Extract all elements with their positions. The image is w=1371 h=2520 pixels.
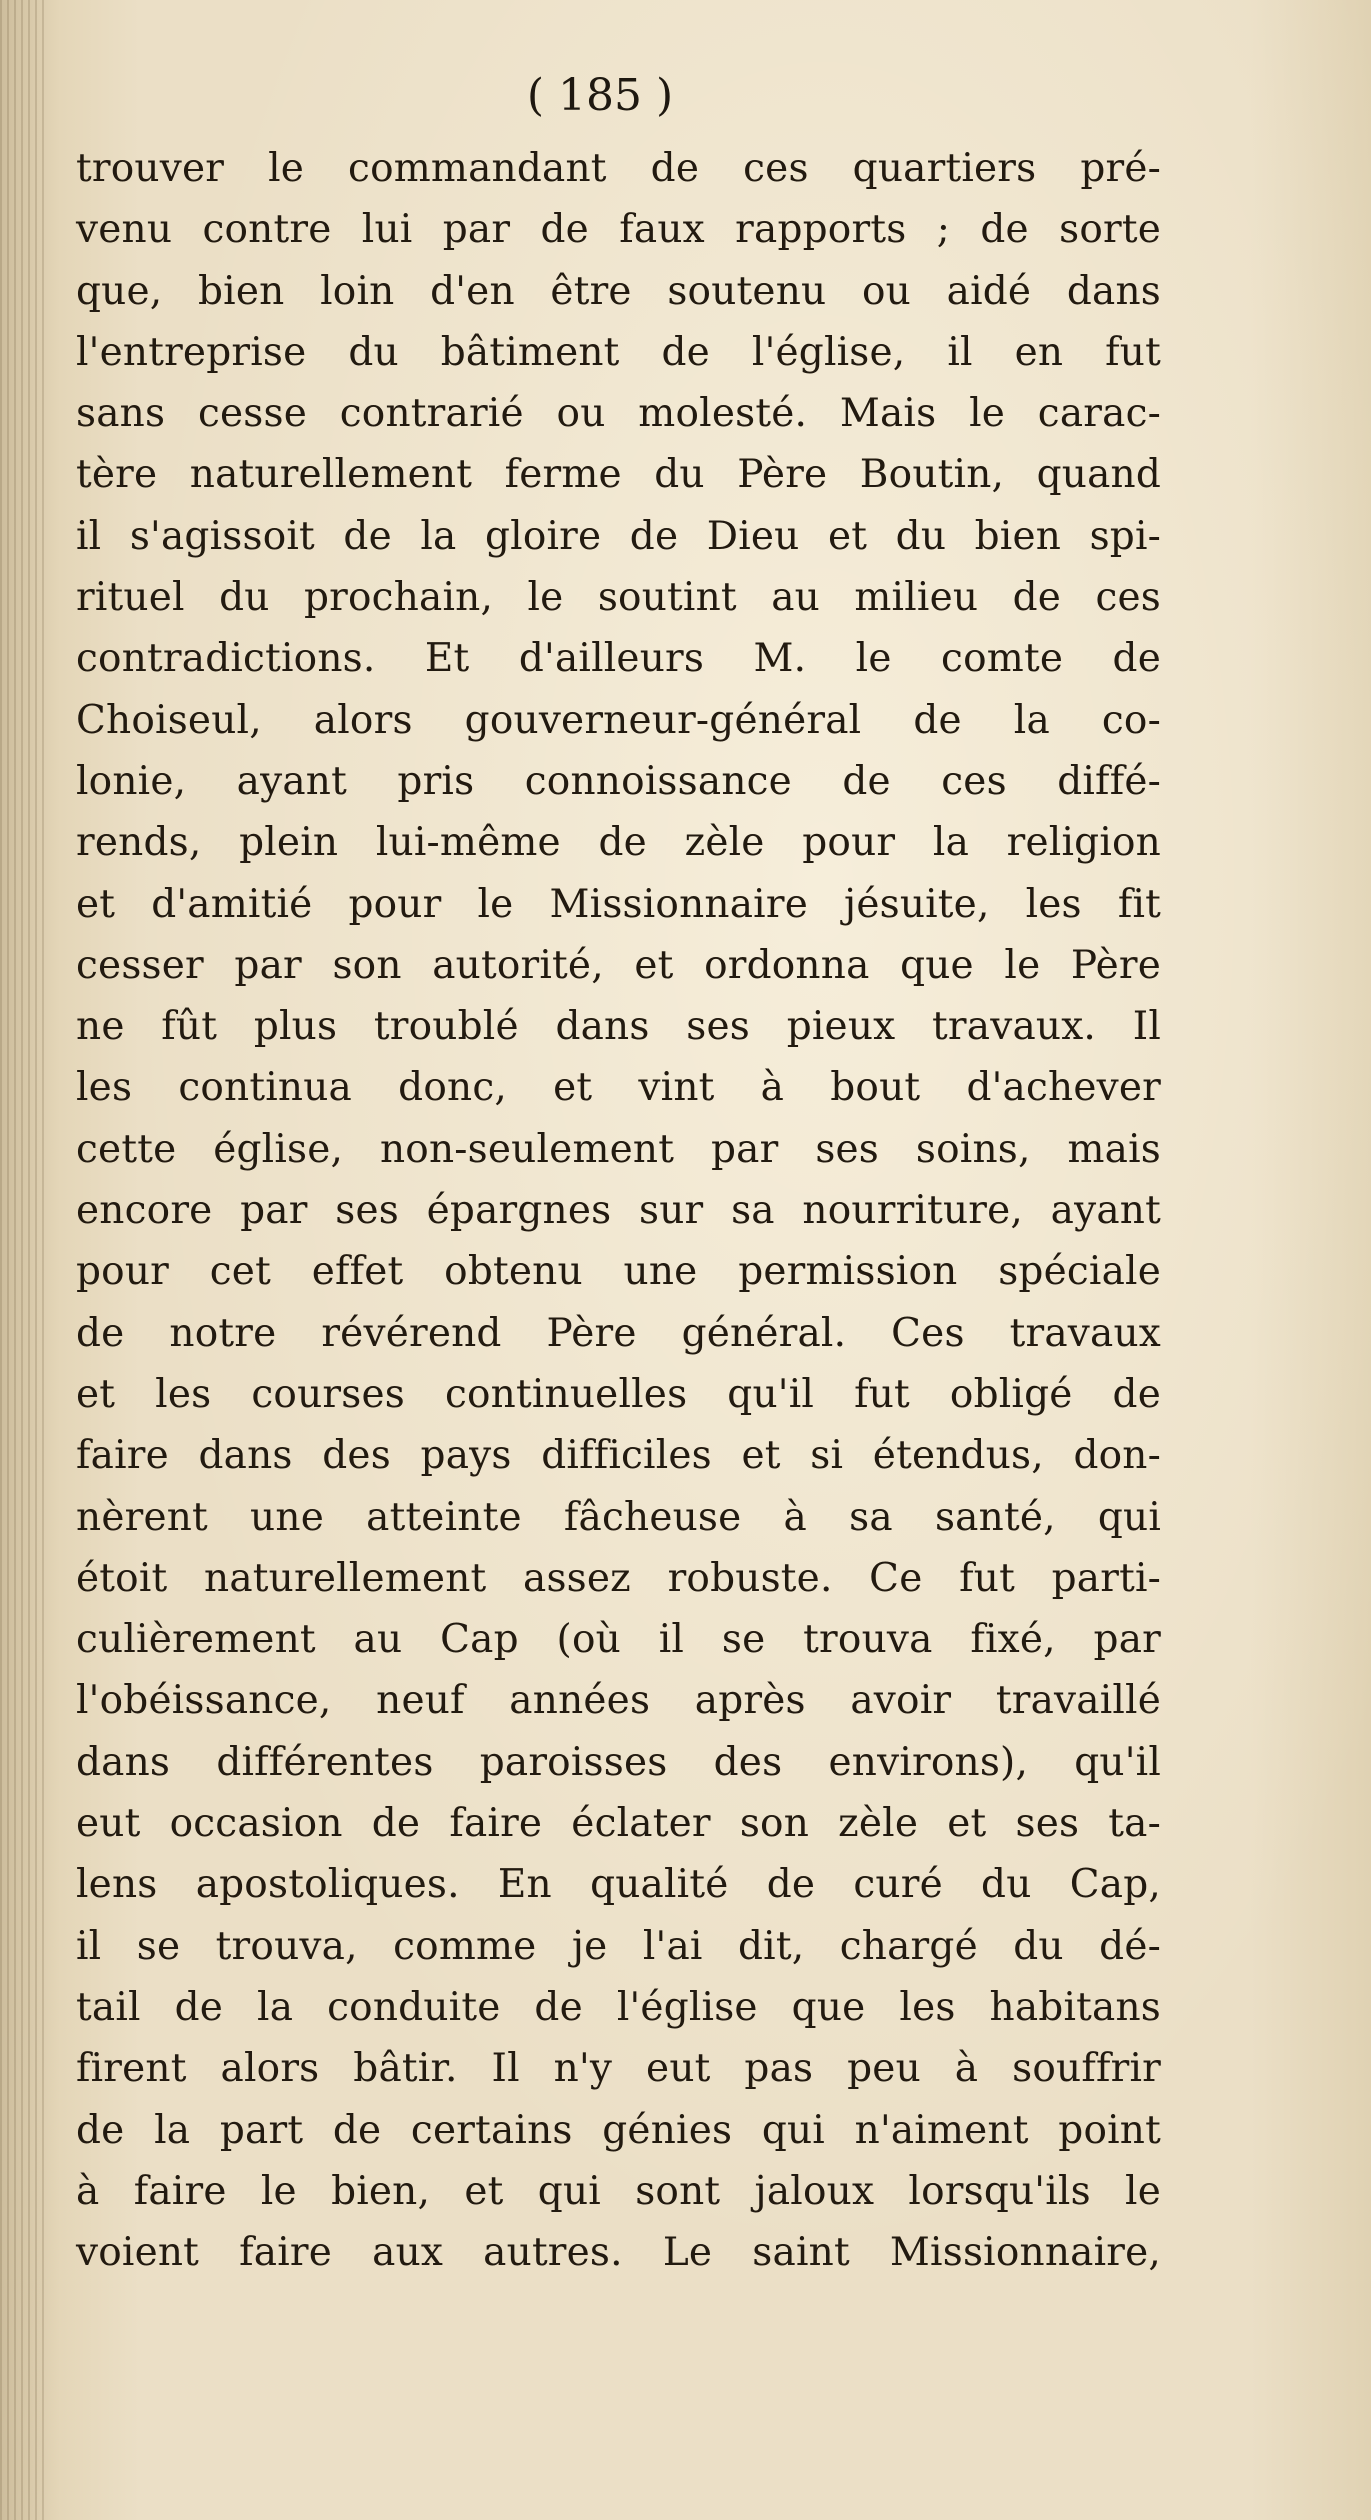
text-line: tère naturellement ferme du Père Boutin, quand (76, 452, 1161, 498)
text-line: nèrent une atteinte fâcheuse à sa santé, qui (76, 1494, 1161, 1540)
text-line: rends, plein lui-même de zèle pour la religion (76, 820, 1161, 866)
text-line: de notre révérend Père général. Ces travaux (76, 1310, 1161, 1356)
text-line: cesser par son autorité, et ordonna que le Père (76, 942, 1161, 988)
text-line: lonie, ayant pris connoissance de ces diffé- (76, 758, 1161, 804)
text-line: pour cet effet obtenu une permission spéciale (76, 1249, 1161, 1295)
text-line: voient faire aux autres. Le saint Missionnaire, (76, 2230, 1161, 2276)
text-line: cette église, non-seulement par ses soins, mais (76, 1126, 1161, 1172)
text-line: faire dans des pays difficiles et si étendus, don- (76, 1433, 1161, 1479)
text-line: firent alors bâtir. Il n'y eut pas peu à souffrir (76, 2046, 1161, 2092)
text-line: trouver le commandant de ces quartiers pré- (76, 146, 1161, 191)
text-line: Choiseul, alors gouverneur-général de la co- (76, 697, 1161, 743)
text-line: sans cesse contrarié ou molesté. Mais le carac- (76, 391, 1161, 437)
text-line: à faire le bien, et qui sont jaloux lorsqu'ils le (76, 2168, 1161, 2214)
text-line: les continua donc, et vint à bout d'achever (76, 1065, 1161, 1111)
text-line: l'entreprise du bâtiment de l'église, il en fut (76, 329, 1161, 375)
text-line: eut occasion de faire éclater son zèle et ses ta- (76, 1801, 1161, 1847)
page-gutter (0, 0, 48, 2520)
text-line: culièrement au Cap (où il se trouva fixé, par (76, 1617, 1161, 1663)
text-line: dans différentes paroisses des environs), qu'il (76, 1739, 1161, 1785)
text-line: tail de la conduite de l'église que les habitans (76, 1984, 1161, 2030)
text-line: ne fût plus troublé dans ses pieux travaux. Il (76, 1004, 1161, 1050)
text-line: de la part de certains génies qui n'aiment point (76, 2107, 1161, 2153)
page-number: ( 185 ) (526, 70, 674, 121)
text-line: il s'agissoit de la gloire de Dieu et du bien spi- (76, 513, 1161, 559)
text-line: il se trouva, comme je l'ai dit, chargé du dé- (76, 1923, 1161, 1969)
text-line: que, bien loin d'en être soutenu ou aidé dans (76, 268, 1161, 314)
text-line: contradictions. Et d'ailleurs M. le comte de (76, 636, 1161, 682)
text-line: et d'amitié pour le Missionnaire jésuite, les fit (76, 881, 1161, 927)
text-line: lens apostoliques. En qualité de curé du Cap, (76, 1862, 1161, 1908)
text-line: venu contre lui par de faux rapports ; de sorte (76, 207, 1161, 253)
text-line: l'obéissance, neuf années après avoir travaillé (76, 1678, 1161, 1724)
text-line: et les courses continuelles qu'il fut obligé de (76, 1371, 1161, 1417)
text-line: étoit naturellement assez robuste. Ce fut parti- (76, 1555, 1161, 1601)
text-line: rituel du prochain, le soutint au milieu de ces (76, 575, 1161, 621)
body-text (76, 138, 1161, 2283)
text-line: encore par ses épargnes sur sa nourriture, ayant (76, 1188, 1161, 1234)
